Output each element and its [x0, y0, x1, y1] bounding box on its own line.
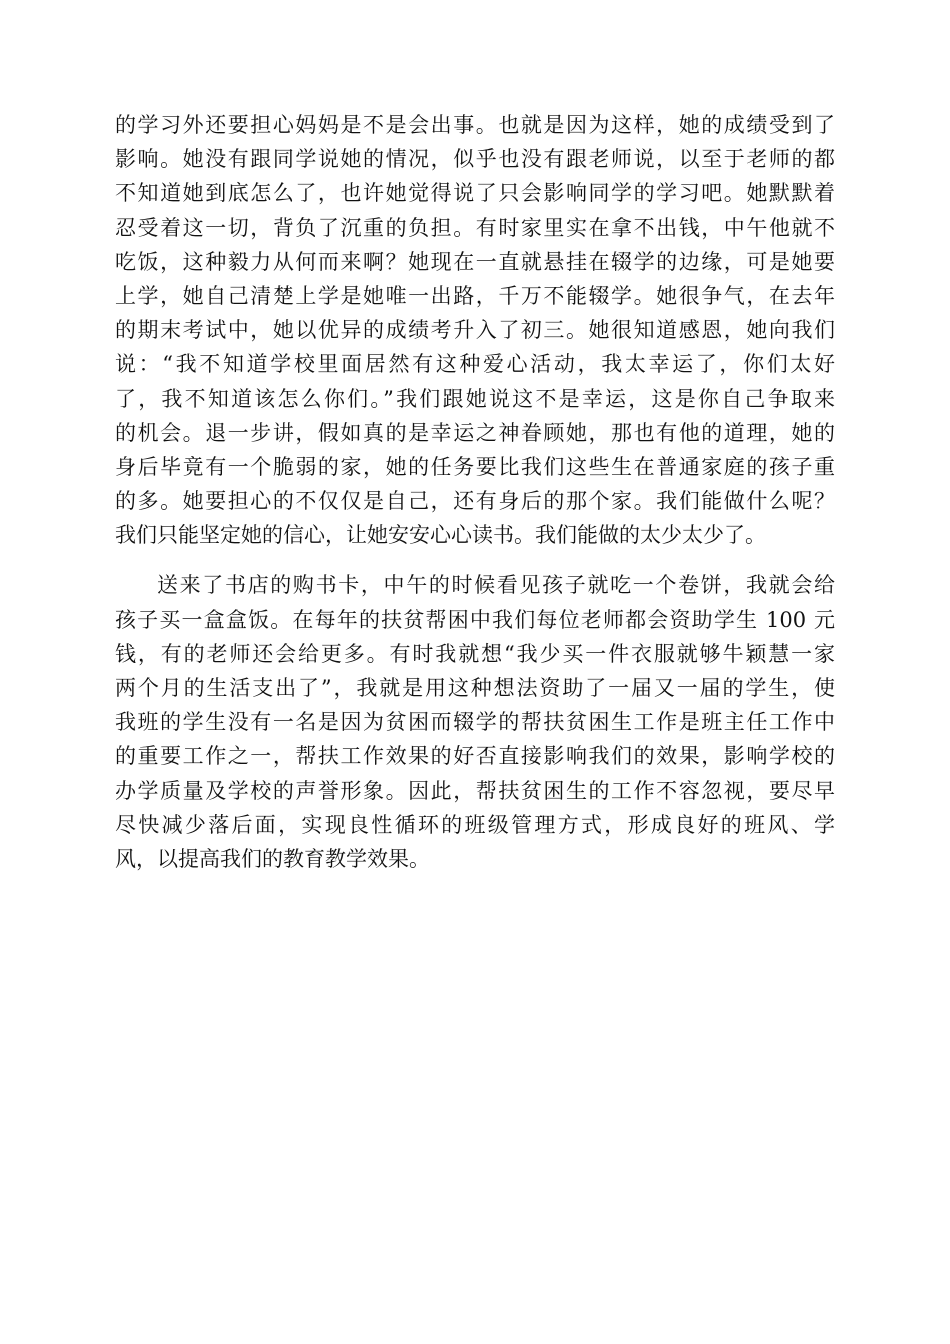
text-line: 的期末考试中，她以优异的成绩考升入了初三。她很知道感恩，她向我们 [115, 318, 835, 343]
paragraph-2 [115, 568, 835, 876]
text-line: 了，我不知道该怎么你们。”我们跟她说这不是幸运，这是你自己争取来 [115, 386, 835, 411]
text-line: 的重要工作之一，帮扶工作效果的好否直接影响我们的效果，影响学校的 [115, 744, 835, 769]
body-text [115, 108, 835, 876]
text-line: 身后毕竟有一个脆弱的家，她的任务要比我们这些生在普通家庭的孩子重 [115, 454, 835, 479]
text-line: 送来了书店的购书卡，中午的时候看见孩子就吃一个卷饼，我就会给 [157, 573, 835, 598]
text-line: 我班的学生没有一名是因为贫困而辍学的帮扶贫困生工作是班主任工作中 [115, 710, 835, 735]
text-line: 办学质量及学校的声誉形象。因此，帮扶贫困生的工作不容忽视，要尽早 [115, 778, 835, 803]
text-line: 两个月的生活支出了”，我就是用这种想法资助了一届又一届的学生，使 [115, 676, 835, 700]
text-line: 风，以提高我们的教育教学效果。 [115, 846, 430, 871]
paragraph-spacer [115, 552, 835, 568]
text-line: 的多。她要担心的不仅仅是自己，还有身后的那个家。我们能做什么呢？ [115, 489, 835, 514]
text-line: 吃饭，这种毅力从何而来啊？她现在一直就悬挂在辍学的边缘，可是她要 [115, 249, 835, 274]
text-line: 的学习外还要担心妈妈是不是会出事。也就是因为这样，她的成绩受到了 [115, 113, 835, 137]
text-line: 上学，她自己清楚上学是她唯一出路，千万不能辍学。她很争气，在去年 [115, 283, 835, 308]
text-line: 忍受着这一切，背负了沉重的负担。有时家里实在拿不出钱，中午他就不 [115, 215, 835, 240]
text-line: 我们只能坚定她的信心，让她安安心心读书。我们能做的太少太少了。 [115, 523, 766, 548]
text-line: 尽快减少落后面，实现良性循环的班级管理方式，形成良好的班风、学 [115, 812, 835, 837]
text-line: 孩子买一盒盒饭。在每年的扶贫帮困中我们每位老师都会资助学生 100 元 [115, 607, 835, 632]
text-line: 的机会。退一步讲，假如真的是幸运之神眷顾她，那也有他的道理，她的 [115, 420, 835, 445]
text-line: 影响。她没有跟同学说她的情况，似乎也没有跟老师说，以至于老师的都 [115, 147, 835, 172]
paragraph-1 [115, 108, 835, 552]
text-line: 钱，有的老师还会给更多。有时我就想“我少买一件衣服就够牛颖慧一家 [115, 641, 835, 666]
text-line: 说：“我不知道学校里面居然有这种爱心活动，我太幸运了，你们太好 [115, 352, 835, 377]
text-line: 不知道她到底怎么了，也许她觉得说了只会影响同学的学习吧。她默默着 [115, 181, 835, 206]
